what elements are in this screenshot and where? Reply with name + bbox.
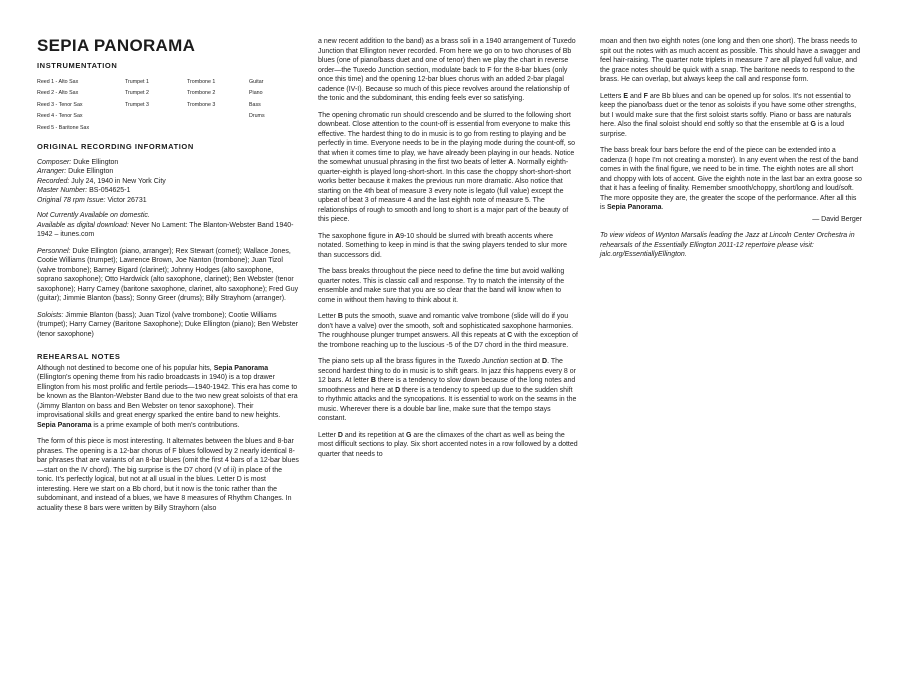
page-title: SEPIA PANORAMA: [37, 36, 196, 55]
text-run: Letter: [318, 431, 338, 439]
text-run: . Normally eighth-quarter-eighth is played long-short-short. In this case the choppy short-short-short works better because it makes the previous run more dramatic. Also notice that starting on the 4th beat of measure 3 every note is legato (full value) except the upbeat of beat 3 of measure 4 and the last eighth note of measure 5. The relationships of rough to smooth and long to short is a major part of the beauty of this piece.: [318, 159, 571, 223]
column-2: [318, 37, 580, 466]
original-issue-value: Victor 26731: [107, 196, 147, 204]
rehearsal-letter: G: [405, 431, 412, 439]
personnel-label: Personnel:: [37, 247, 71, 255]
rehearsal-paragraph: [318, 431, 580, 460]
rehearsal-paragraph: The form of this piece is most interesting. It alternates between the blues and 8-bar phrases. The opening is a 12-bar chorus of F blues followed by 2 nearly identical 8-bar phrases that are variants of an 8-bar blues (omit the first 4 bars of a 12-bar blues—start on the IV chord). The big surprise is the D7 chord (V of ii) in place of the tonic. It's perfectly logical, but not at all usual in the blues. Letter D is most interesting. Here we start on a Bb chord, but it now is the tonic rather than the subdominant, and instead of a blues, we have 8 measures of Rhythm Changes. In actuality these 8 bars were written by Billy Strayhorn (also: [37, 438, 299, 512]
instrument-item: Trumpet 2: [125, 90, 149, 96]
instrument-item: Reed 1 - Alto Sax: [37, 78, 79, 85]
recorded-value: July 24, 1940 in New York City: [71, 177, 166, 185]
text-run: are Bb blues and can be opened up for solos. It's not essential to keep the piano/bass duet or the tenor as soloists if you have some other strengths, but I would make sure that the first soloist starts softly. Piano or bass are naturals here. Also the final soloist should end softly so that the ensemble at: [600, 92, 857, 128]
master-number-label: Master Number:: [37, 187, 88, 194]
song-title-italic: Tuxedo Junction: [457, 358, 509, 365]
personnel-text: Duke Ellington (piano, arranger); Rex Stewart (cornet); Wallace Jones, Cootie Williams (trumpet); Lawrence Brown, Joe Nanton (trombone); Juan Tizol (valve trombone); Barney Bigard (clarinet); Johnny Hodges (alto saxophone, soprano saxophone); Otto Hardwick (alto saxophone, clarinet); Ben Webster (tenor saxophone); Harry Carney (baritone saxophone, clarinet, alto saxophone); Fred Guy (guitar); Jimmie Blanton (bass); Sonny Greer (drums); Billy Strayhorn (arranger).: [37, 247, 299, 302]
rehearsal-letter: F: [643, 92, 648, 100]
rehearsal-letter: C: [507, 332, 513, 339]
instrument-column-trombones: [187, 77, 249, 135]
piece-title-bold: Sepia Panorama: [37, 421, 92, 429]
rehearsal-letter: D: [542, 358, 548, 365]
arranger-value: Duke Ellington: [68, 168, 114, 175]
master-number-value: BS-054625-1: [89, 187, 131, 194]
text-run: Although not destined to become one of his popular hits,: [37, 364, 214, 372]
rehearsal-paragraph: [318, 357, 580, 424]
text-run: with the exception of the trombone reaching up to the luscious -5 of the D7 chord in the third measure.: [318, 332, 578, 349]
instrument-item: Reed 3 - Tenor Sax: [37, 101, 83, 108]
instrument-item: Trombone 1: [187, 78, 216, 85]
instrument-column-rhythm: [249, 77, 265, 135]
rehearsal-letter: E: [623, 92, 629, 100]
instrument-item: Trumpet 1: [125, 78, 149, 85]
piece-title-bold: Sepia Panorama: [607, 204, 662, 211]
rehearsal-paragraph: [318, 312, 580, 350]
composer-label: Composer:: [37, 158, 72, 166]
soloists-label: Soloists:: [37, 311, 64, 319]
piece-title-bold: Sepia Panorama: [213, 364, 269, 372]
text-run: section at: [508, 358, 543, 365]
rehearsal-paragraph: [37, 364, 299, 431]
instrument-item: Reed 4 - Tenor Sax: [37, 113, 83, 119]
text-run: Letter: [318, 313, 338, 320]
rehearsal-letter: A: [395, 232, 401, 240]
text-run: is a loud surprise.: [600, 121, 845, 138]
text-run: The piano sets up all the brass figures in the: [318, 358, 458, 365]
text-run: are the climaxes of the chart as well as being the most difficult sections to play. Six short accented notes in a row followed by a dotted quarter that needs to: [318, 431, 578, 458]
text-run: The saxophone figure in: [318, 232, 396, 240]
rehearsal-letter: B: [337, 313, 343, 320]
text-run: 9-10 should be slurred with breath accents where notated. Something to keep in mind is that the swing players tended to slur more than successors did.: [318, 232, 568, 259]
instrument-column-reeds: [37, 77, 125, 135]
instrument-item: Guitar: [249, 78, 264, 85]
availability-info: [37, 211, 299, 240]
rehearsal-letter: A: [508, 159, 514, 166]
availability-digital-label: Available as digital download:: [37, 221, 129, 229]
recorded-label: Recorded:: [37, 177, 70, 185]
rehearsal-letter: D: [395, 386, 401, 394]
instrumentation-table: [37, 77, 265, 135]
text-run: and its repetition at: [342, 431, 406, 439]
soloists-text: Jimmie Blanton (bass); Juan Tizol (valve trombone); Cootie Williams (trumpet); Harry Carney (Baritone Saxophone); Duke Ellington (piano); Ben Webster (tenor saxophone): [37, 311, 298, 338]
arranger-label: Arranger:: [37, 168, 67, 175]
rehearsal-heading: REHEARSAL NOTES: [37, 352, 121, 361]
instrument-item: Bass: [249, 101, 261, 108]
rehearsal-letter: D: [337, 431, 343, 439]
availability-domestic: Not Currently Available on domestic.: [37, 212, 150, 219]
instrument-item: Reed 2 - Alto Sax: [37, 90, 79, 96]
author-signature: — David Berger: [812, 215, 862, 223]
rehearsal-letter: B: [370, 377, 376, 384]
video-footnote: To view videos of Wynton Marsalis leading the Jazz at Lincoln Center Orchestra in rehearsals of the Essentially Ellington 2011-12 repertoire please visit: jalc.org/EssentiallyEllington.: [600, 232, 855, 258]
text-run: The opening chromatic run should crescendo and be slurred to the following short downbeat. Close attention to the count-off is essential from everyone to make this effective. The hardest thing to do in music is to go from resting to playing and be perfectly in time. Everyone needs to be in the playing mode during the count-off, so that when it comes time to play, we have already been playing in our heads. Notice the somewhat unusual phrasing in the first two beats of letter: [318, 111, 576, 166]
rehearsal-letter: G: [810, 121, 816, 128]
rehearsal-paragraph: [600, 92, 862, 140]
rehearsal-paragraph: [600, 146, 862, 213]
original-issue-label: Original 78 rpm Issue:: [37, 196, 106, 204]
text-run: Letters: [600, 92, 624, 100]
text-run: and: [628, 92, 644, 100]
rehearsal-paragraph: [318, 111, 580, 225]
text-run: The bass break four bars before the end of the piece can be extended into a cadenza (I hope I'm not creating a monster). In any event when the rest of the band comes in with the final figure, we need to be in time. The eighth notes are all short and choppy with lots of accent. Give the eighth note in the last bar an extra goose so that it has a feeling of finality. Remember smooth/choppy, short/long and loud/soft. The more opposite they are, the greater the scope of the performance. After all this is: [600, 147, 862, 211]
rehearsal-paragraph: [318, 232, 580, 261]
text-run: is a prime example of both men's contributions.: [91, 421, 240, 429]
instrument-item: Trombone 3: [187, 101, 216, 108]
composer-value: Duke Ellington: [73, 158, 119, 166]
recording-info: [37, 158, 299, 206]
text-run: there is a tendency to slow down because of the long notes and smoothness and here at: [318, 377, 576, 394]
recording-heading: ORIGINAL RECORDING INFORMATION: [37, 142, 194, 151]
text-run: puts the smooth, suave and romantic valve trombone (slide will do if you don't have a valve) over the smooth, soft and sophisticated saxophone harmonies. The roughhouse plunger trumpet answers. All this repeats at: [318, 313, 574, 339]
instrument-column-trumpets: [125, 77, 187, 135]
instrument-item: Trumpet 3: [125, 101, 149, 108]
text-run: .: [661, 204, 664, 211]
rehearsal-paragraph: a new recent addition to the band) as a brass soli in a 1940 arrangement of Tuxedo Junction that Ellington never recorded. From here we go on to two choruses of Bb blues (one of piano/bass duet and one of tenor) then we play the chart in reverse order—the Tuxedo Junction section, modulate back to F for the 8-bar blues (only once this time) and the opening 12-bar blues chorus with an added 2-bar plagal cadence (IV-I). Because so much of this piece revolves around the relationship of the tonic and the subdominant, this ending feels ever so satisfying.: [318, 38, 576, 102]
column-1: [37, 37, 299, 520]
rehearsal-paragraph: The bass breaks throughout the piece need to define the time but avoid walking quarter notes. This is classic call and response. Try to match the intensity of the ensemble and make sure that you are so clear that the band will know when to come in without them having to think about it.: [318, 268, 565, 304]
instrument-item: Piano: [249, 90, 263, 96]
soloists-paragraph: [37, 311, 299, 340]
personnel-paragraph: [37, 247, 299, 304]
rehearsal-paragraph: moan and then two eighth notes (one long and then one short). The brass needs to spit out the notes with as much accent as possible. This should have a swagger and feel hair-raising. The quarter note triplets in measure 7 are all played full value, and the grace notes should be quick with a snap. The baritone needs to respond to the brass. He can overlap, but always keep the call and response form.: [600, 38, 861, 83]
instrumentation-heading: INSTRUMENTATION: [37, 61, 118, 70]
instrument-item: Trombone 2: [187, 90, 216, 96]
column-3: [600, 37, 862, 267]
instrument-item: Reed 5 - Baritone Sax: [37, 124, 90, 131]
instrument-item: Drums: [249, 113, 265, 119]
availability-digital-value: Never No Lament: The Blanton-Webster Band 1940-1942 – itunes.com: [37, 221, 294, 238]
text-run: there is a tendency to speed up due to the sudden shift to rhythmic attacks and the syncopations. It is essential to work on the seams in the music. Wherever there is a double bar line, make sure that the tempo stays constant.: [318, 386, 577, 422]
text-run: (Ellington's opening theme from his radio broadcasts in 1940) is a top drawer Ellington from his most prolific and fertile periods—1940-1942. This era has come to be known as the Blanton-Webster Band due to the two new great soloists of that era (Jimmy Blanton on bass and Ben Webster on tenor saxophone). Their improvisational skills and great energy sparked the entire band to new heights.: [37, 374, 298, 419]
text-run: . The second hardest thing to do in music is to shift gears. In jazz this happens every 8 or 12 bars. At letter: [318, 358, 576, 384]
